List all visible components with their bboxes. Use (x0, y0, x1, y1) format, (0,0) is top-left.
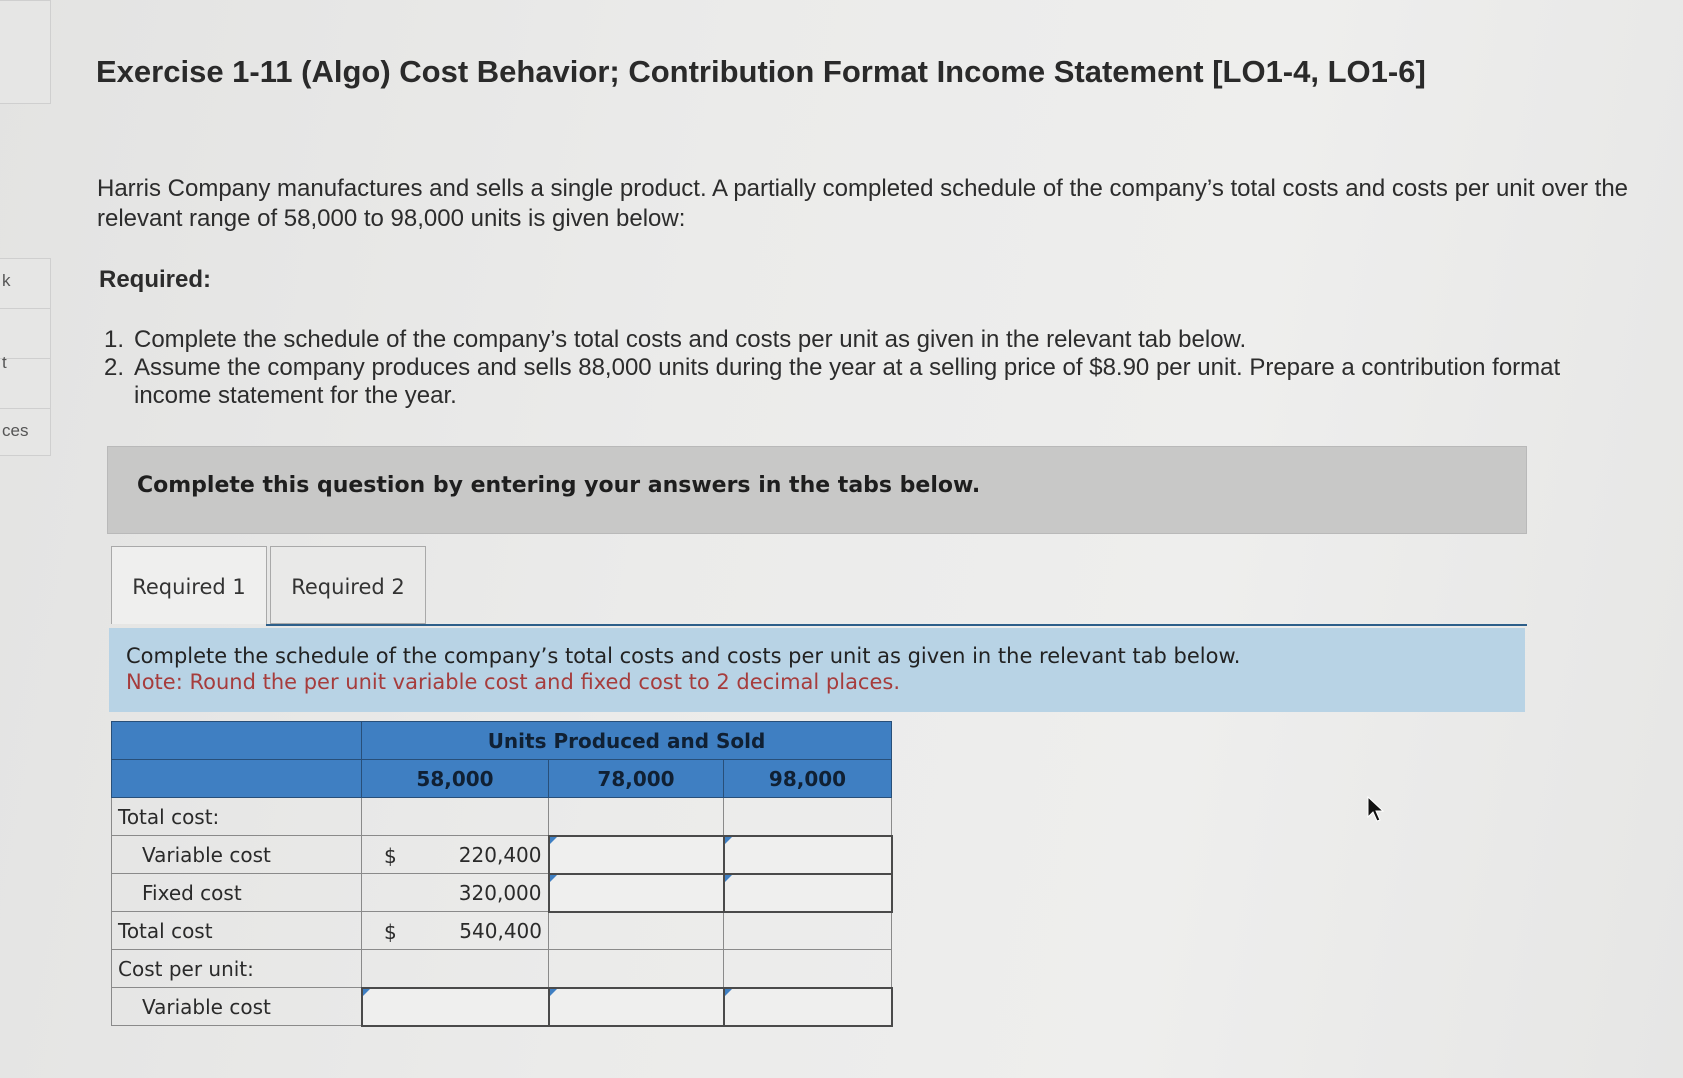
left-navigation (0, 0, 50, 460)
table-cell (362, 874, 549, 912)
table-row (112, 912, 892, 950)
requirement-number: 2. (104, 354, 125, 381)
table-cell (549, 798, 724, 836)
table-row (112, 836, 892, 874)
unit-variable-cost-78000-input[interactable] (549, 988, 724, 1026)
mouse-cursor-icon (1366, 795, 1386, 825)
table-cell (724, 798, 892, 836)
total-cost-78000-cell (549, 912, 724, 950)
fixed-cost-98000-input[interactable] (724, 874, 892, 912)
table-row (112, 798, 892, 836)
row-label: Variable cost (112, 988, 362, 1026)
nav-item-2[interactable] (0, 258, 51, 310)
dollar-sign: $ (384, 920, 397, 944)
requirement-item (104, 354, 1644, 410)
cell-value: 540,400 (459, 918, 542, 943)
tab-label: Required 2 (291, 575, 405, 599)
intro-text: Harris Company manufactures and sells a single product. A partially completed schedule of the company’s total costs and costs per unit over the relevant range of 58,000 to 98,000 units is given below: (97, 175, 1629, 232)
requirement-text: Complete the schedule of the company’s total costs and costs per unit as given in the relevant tab below. (134, 326, 1247, 353)
required-heading: Required: (99, 266, 212, 293)
nav-item-4-label: ces (2, 421, 29, 440)
units-header: Units Produced and Sold (362, 722, 892, 760)
tab-label: Required 1 (132, 575, 246, 599)
table-row (112, 988, 892, 1026)
cost-schedule-table (111, 721, 893, 1027)
fixed-cost-78000-input[interactable] (549, 874, 724, 912)
table-cell (724, 950, 892, 988)
cell-value: 220,400 (458, 842, 542, 867)
instructions-note (109, 628, 1525, 712)
nav-item-3-label: t (2, 353, 7, 372)
table-cell (362, 798, 549, 836)
tab-required-1[interactable] (111, 546, 267, 624)
variable-cost-98000-input[interactable] (724, 836, 892, 874)
row-label: Total cost (112, 912, 362, 950)
total-cost-98000-cell (724, 912, 892, 950)
unit-variable-cost-58000-input[interactable] (362, 988, 549, 1026)
requirement-number: 1. (104, 326, 125, 353)
requirements-list (104, 326, 1644, 410)
requirement-item (104, 326, 1644, 354)
column-header-78000: 78,000 (549, 760, 724, 798)
variable-cost-78000-input[interactable] (549, 836, 724, 874)
dollar-sign: $ (384, 844, 397, 868)
nav-item-1[interactable] (0, 0, 51, 104)
table-cell (362, 836, 549, 874)
instruction-text: Complete this question by entering your answers in the tabs below. (137, 473, 981, 498)
note-line-2: Note: Round the per unit variable cost and fixed cost to 2 decimal places. (126, 670, 901, 694)
table-row (112, 874, 892, 912)
column-header-98000: 98,000 (724, 760, 892, 798)
row-label: Variable cost (112, 836, 362, 874)
instruction-banner (107, 446, 1527, 534)
table-cell (362, 912, 549, 950)
nav-item-3b[interactable] (0, 353, 51, 410)
page-title: Exercise 1-11 (Algo) Cost Behavior; Contribution Format Income Statement [LO1-4, LO1-6] (96, 54, 1426, 89)
tab-required-2[interactable] (270, 546, 426, 624)
table-header-row (112, 760, 892, 798)
tab-underline (266, 624, 1527, 626)
column-header-58000: 58,000 (362, 760, 549, 798)
header-blank-cell (112, 760, 362, 798)
table-cell (549, 950, 724, 988)
table-header-row (112, 722, 892, 760)
table-cell (362, 950, 549, 988)
requirement-text: Assume the company produces and sells 88,000 units during the year at a selling price of $8.90 per unit. Prepare a contribution format income statement for the year. (134, 354, 1561, 409)
unit-variable-cost-98000-input[interactable] (724, 988, 892, 1026)
nav-item-2-label: k (2, 271, 11, 290)
note-line-1: Complete the schedule of the company’s total costs and costs per unit as given in the relevant tab below. (126, 644, 1241, 668)
cell-value: 320,000 (458, 880, 542, 905)
row-label: Cost per unit: (112, 950, 362, 988)
nav-item-3[interactable] (0, 308, 51, 360)
row-label: Total cost: (112, 798, 362, 836)
nav-item-4[interactable] (0, 408, 51, 456)
header-blank-cell (112, 722, 362, 760)
row-label: Fixed cost (112, 874, 362, 912)
table-row (112, 950, 892, 988)
